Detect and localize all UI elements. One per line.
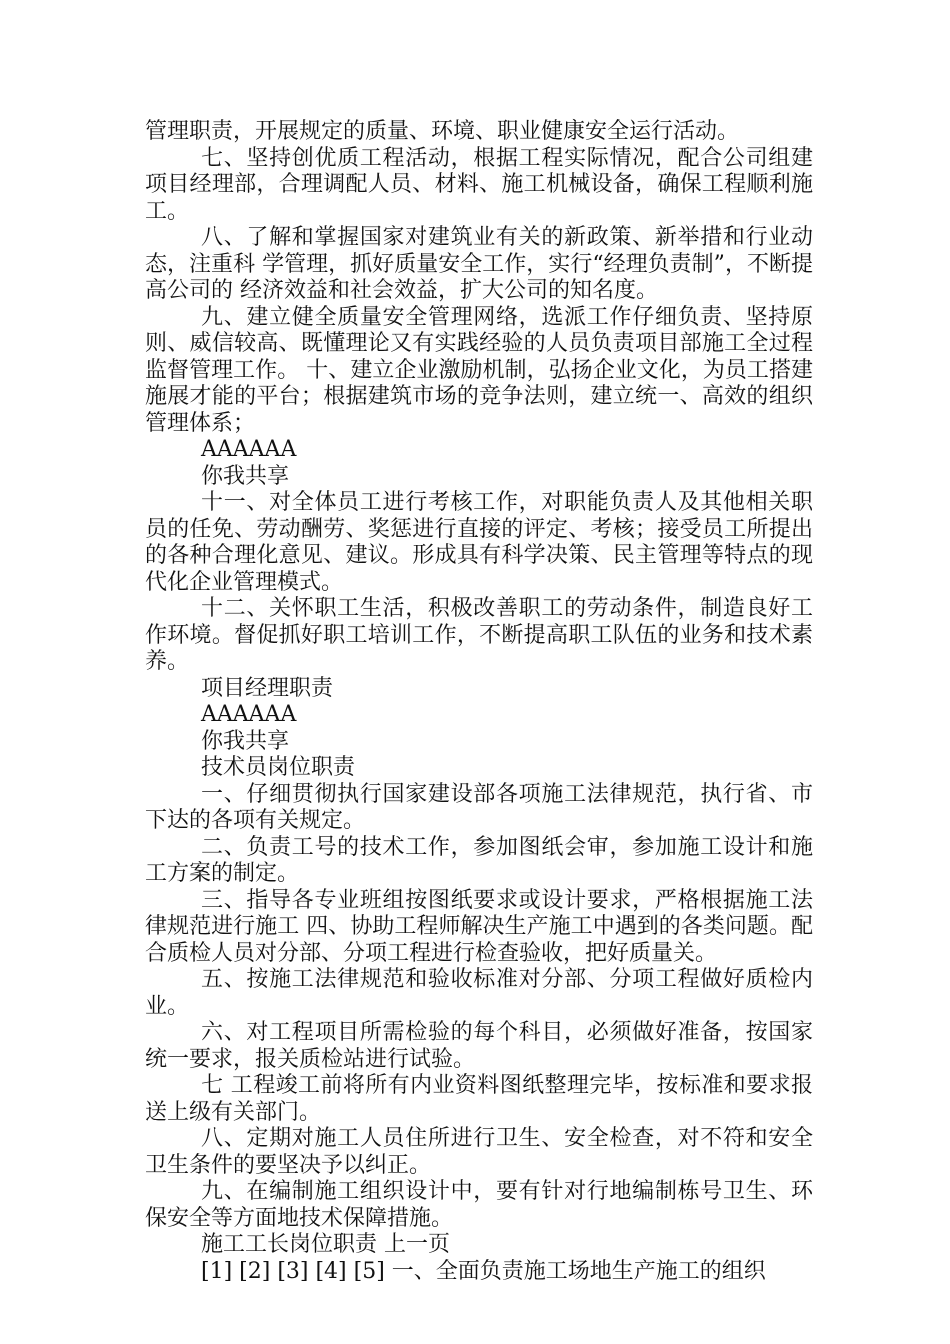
section-heading-project-manager: 项目经理职责 [201, 675, 334, 701]
filler-text: AAAAAA [201, 437, 297, 462]
paragraph-tech-7: 七 工程竣工前将所有内业资料图纸整理完毕，按标准和要求报送上级有关部门。 [145, 1073, 813, 1125]
paragraph-tech-2: 二、负责工号的技术工作，参加图纸会审，参加施工设计和施工方案的制定。 [145, 834, 813, 886]
filler-text: AAAAAA [201, 702, 297, 727]
paragraph-tech-3-4: 三、指导各专业班组按图纸要求或设计要求，严格根据施工法律规范进行施工 四、协助工程师解决生产施工中遇到的各类问题。配合质检人员对分部、分项工程进行检查验收，把好质量关。 [145, 887, 813, 966]
paragraph-item-11: 十一、对全体员工进行考核工作，对职能负责人及其他相关职员的任免、劳动酬劳、奖惩进行直接的评定、考核；接受员工所提出的各种合理化意见、建议。形成具有科学决策、民主管理等特点的现代化企业管理模式。 [145, 490, 813, 595]
filler-share-text: 你我共享 [201, 463, 290, 489]
paragraph-item-7: 七、坚持创优质工程活动，根据工程实际情况，配合公司组建项目经理部，合理调配人员、材料、施工机械设备，确保工程顺利施工。 [145, 145, 813, 224]
paragraph-item-8: 八、了解和掌握国家对建筑业有关的新政策、新举措和行业动态，注重科 学管理，抓好质量安全工作，实行“经理负责制”，不断提高公司的 经济效益和社会效益，扩大公司的知名度。 [145, 225, 813, 303]
paragraph-tech-6: 六、对工程项目所需检验的每个科目，必须做好准备，按国家统一要求，报关质检站进行试验。 [145, 1020, 813, 1072]
paragraph-tech-5: 五、按施工法律规范和验收标准对分部、分项工程做好质检内业。 [145, 967, 813, 1019]
pagination-and-next-item: [1] [2] [3] [4] [5] 一、全面负责施工场地生产施工的组织 [201, 1258, 766, 1284]
paragraph-tech-9: 九、在编制施工组织设计中，要有针对行地编制栋号卫生、环保安全等方面地技术保障措施。 [145, 1179, 813, 1231]
paragraph-item-12: 十二、关怀职工生活，积极改善职工的劳动条件，制造良好工作环境。督促抓好职工培训工作，不断提高职工队伍的业务和技术素养。 [145, 596, 813, 674]
paragraph-continuation: 管理职责，开展规定的质量、环境、职业健康安全运行活动。 [145, 119, 740, 144]
paragraph-tech-1: 一、仔细贯彻执行国家建设部各项施工法律规范，执行省、市下达的各项有关规定。 [145, 781, 813, 833]
section-heading-technician: 技术员岗位职责 [201, 755, 356, 780]
document-body [145, 119, 813, 1285]
paragraph-tech-8: 八、定期对施工人员住所进行卫生、安全检查，对不符和安全卫生条件的要坚决予以纠正。 [145, 1126, 813, 1178]
filler-share-text: 你我共享 [201, 728, 290, 754]
section-heading-foreman-prev-page: 施工工长岗位职责 上一页 [201, 1232, 450, 1257]
paragraph-item-9-10: 九、建立健全质量安全管理网络，选派工作仔细负责、坚持原则、威信较高、既懂理论又有实践经验的人员负责项目部施工全过程监督管理工作。 十、建立企业激励机制，弘扬企业文化，为员工搭建施展才能的平台；根据建筑市场的竞争法则，建立统一、高效的组织管理体系； [145, 304, 813, 436]
